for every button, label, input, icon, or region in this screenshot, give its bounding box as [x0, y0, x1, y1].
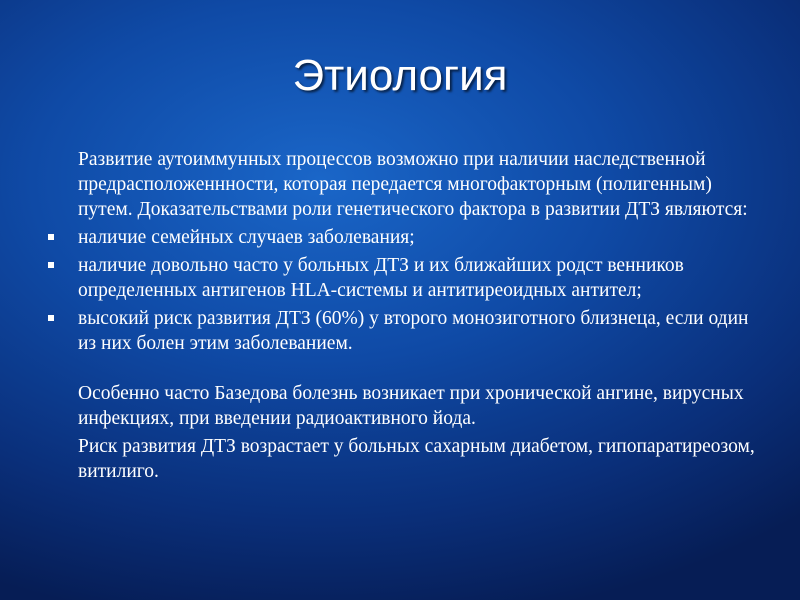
bullet-item	[40, 253, 760, 303]
bullet-item	[40, 306, 760, 356]
square-bullet-icon	[48, 262, 54, 268]
paragraph-risk: Риск развития ДТЗ возрастает у больных сахарным диабетом, гипопаратиреозом, витилиго.	[78, 436, 755, 482]
bullet-text: наличие довольно часто у больных ДТЗ и их ближайших родст венников определенных антигенов HLA-системы и антитиреоидных антител;	[78, 255, 684, 301]
paragraph-triggers: Особенно часто Базедова болезнь возникает при хронической ангине, вирусных инфекциях, при введении радиоактивного йода.	[78, 383, 744, 429]
slide-title: Этиология	[292, 51, 508, 100]
bullet-text: высокий риск развития ДТЗ (60%) у второго монозиготного близнеца, если один из них болен этим заболеванием.	[78, 308, 749, 354]
slide-body	[40, 147, 760, 487]
bullet-text: наличие семейных случаев заболевания;	[78, 227, 415, 248]
bullet-item	[40, 225, 760, 250]
spacer	[40, 359, 760, 381]
intro-paragraph: Развитие аутоиммунных процессов возможно при наличии наследственной предрасположеннности, которая передается многофакторным (полигенным) путем. Доказательствами роли генетического фактора в развитии ДТЗ являются:	[78, 149, 748, 220]
square-bullet-icon	[48, 234, 54, 240]
square-bullet-icon	[48, 315, 54, 321]
